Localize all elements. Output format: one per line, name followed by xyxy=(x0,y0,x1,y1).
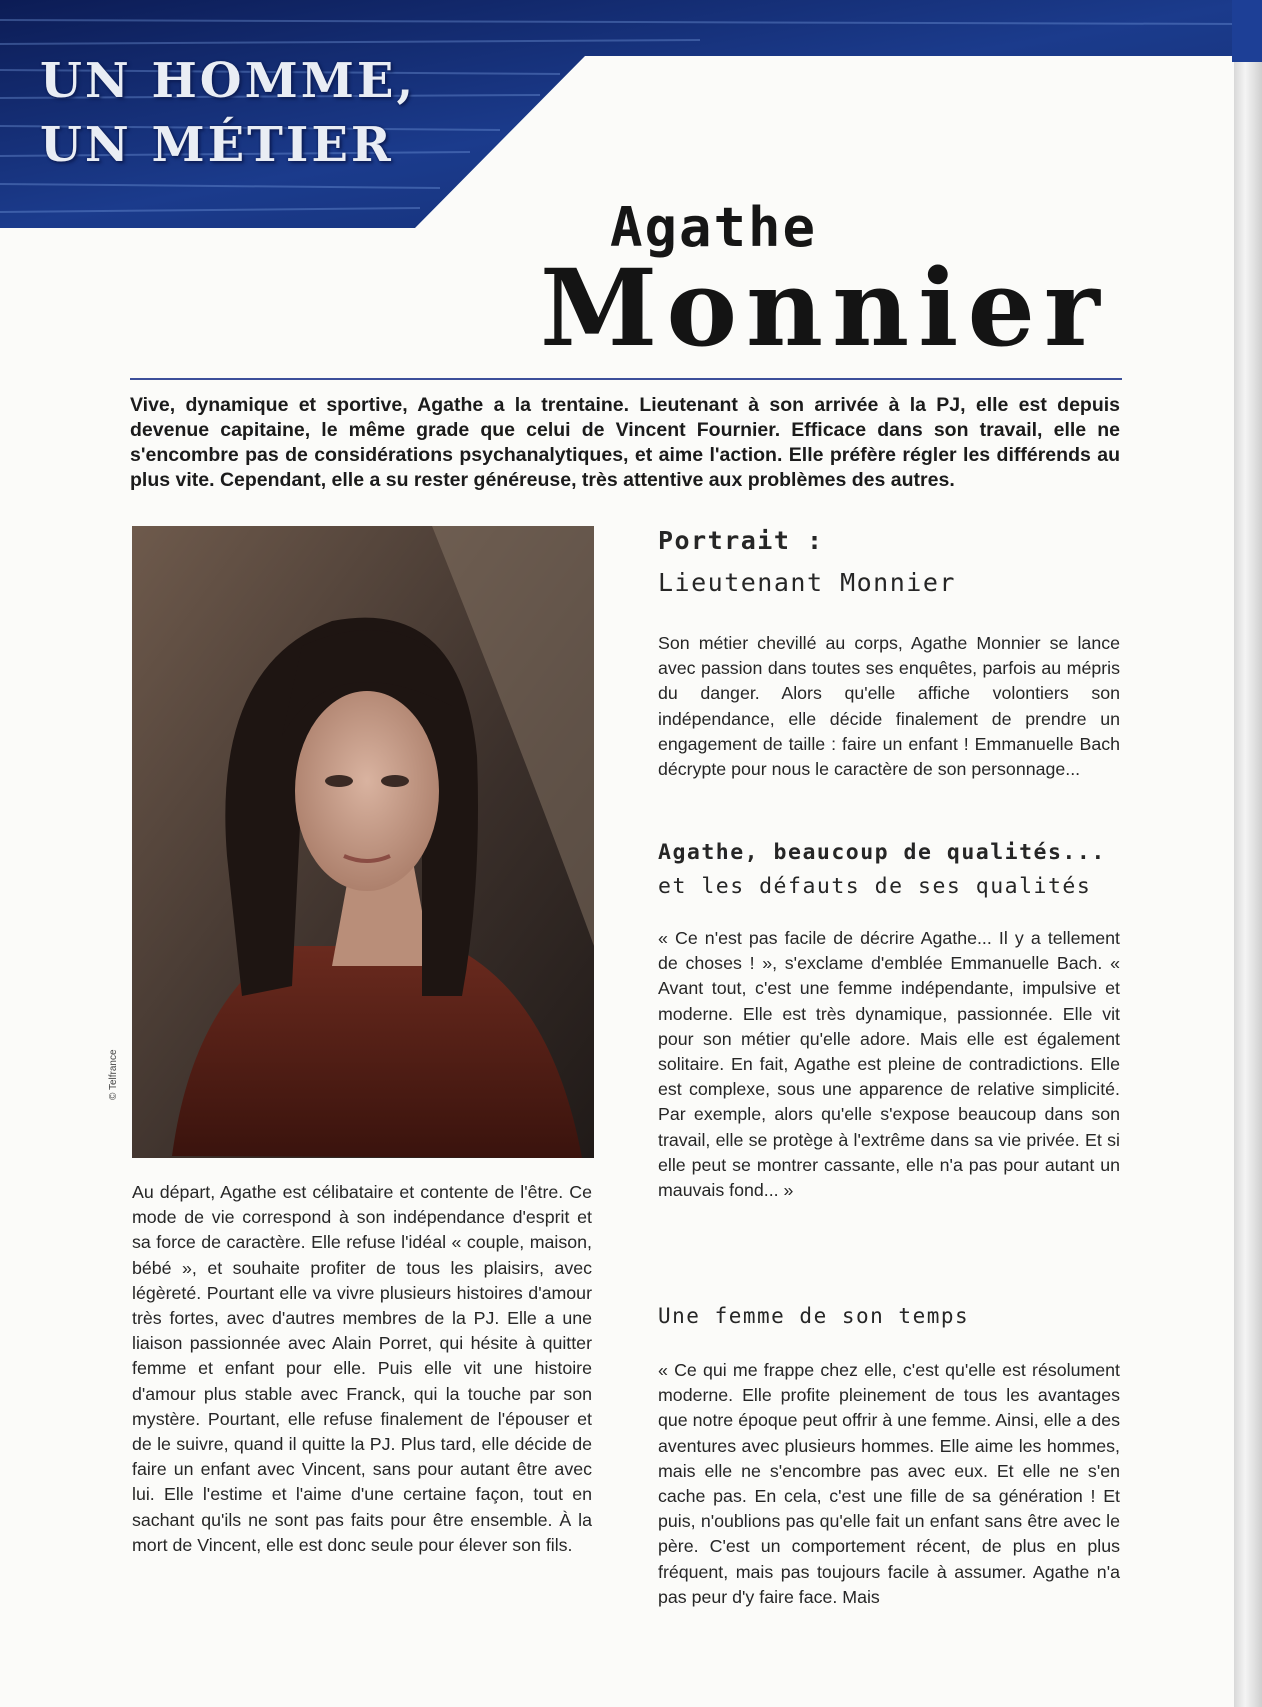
portrait-paragraph: Son métier chevillé au corps, Agathe Monnier se lance avec passion dans toutes ses enquêtes, parfois au mépris du danger. Alors qu'elle affiche volontiers son indépendance, elle décide finalement de prendre un engagement de taille : faire un enfant ! Emmanuelle Bach décrypte pour nous le caractère de son personnage... xyxy=(658,633,1120,780)
spine-blue-tab xyxy=(1232,0,1262,62)
section-title-line2: UN MÉTIER xyxy=(40,116,394,173)
heading-portrait-subtitle: Lieutenant Monnier xyxy=(658,568,956,597)
heading-qualities: Agathe, beaucoup de qualités... xyxy=(658,840,1106,865)
character-first-name: Agathe xyxy=(610,196,818,259)
section-title xyxy=(40,50,416,178)
portrait-photo xyxy=(132,526,594,1158)
heading-qualities-line2: et les défauts de ses qualités xyxy=(658,874,1092,899)
title-divider xyxy=(130,378,1122,380)
character-last-name: Monnier xyxy=(540,245,1109,370)
heading-portrait: Portrait : xyxy=(658,526,824,555)
femme-paragraph: « Ce qui me frappe chez elle, c'est qu'elle est résolument moderne. Elle profite pleinement de tous les avantages que notre époque peut offrir à une femme. Ainsi, elle a des aventures avec plusieurs hommes. Elle aime les hommes, mais elle ne s'encombre pas avec eux. Et elle ne s'en cache pas. En cela, c'est une fille de sa génération ! Et puis, n'oublions pas qu'elle fait un enfant sans être avec le père. C'est un comportement récent, de plus en plus fréquent, mais pas toujours facile à assumer. Agathe n'a pas peur d'y faire face. Mais xyxy=(658,1360,1120,1607)
page-spine-shadow xyxy=(1234,0,1262,1707)
left-column-body: Au départ, Agathe est célibataire et contente de l'être. Ce mode de vie correspond à son indépendance d'esprit et sa force de caractère. Elle refuse l'idéal « couple, maison, bébé », et souhaite profiter de tous les plaisirs, avec légèreté. Pourtant elle va vivre plusieurs histoires d'amour très fortes, avec d'autres membres de la PJ. Elle a une liaison passionnée avec Alain Porret, qui hésite à quitter femme et enfant pour elle. Puis elle vit une histoire d'amour plus stable avec Franck, qui la touche par son mystère. Pourtant, elle refuse finalement de l'épouser et de le suivre, quand il quitte la PJ. Plus tard, elle décide de faire un enfant avec Vincent, sans pour autant être avec lui. Elle l'estime et l'aime d'une certaine façon, tout en sachant qu'ils ne sont pas faits pour être ensemble. À la mort de Vincent, elle est donc seule pour élever son fils. xyxy=(132,1182,592,1555)
section-title-line1: UN HOMME, xyxy=(40,53,417,109)
photo-credit: © Telfrance xyxy=(108,1049,119,1100)
heading-femme-de-son-temps: Une femme de son temps xyxy=(658,1304,970,1328)
qualities-paragraph: « Ce n'est pas facile de décrire Agathe... Il y a tellement de choses ! », s'exclame d'emblée Emmanuelle Bach. « Avant tout, c'est une femme indépendante, impulsive et moderne. Elle est très dynamique, passionnée. Elle vit pour son métier qu'elle adore. Mais elle est également solitaire. En fait, Agathe est pleine de contradictions. Elle est complexe, sous une apparence de relative simplicité. Par exemple, alors qu'elle s'expose beaucoup dans son travail, elle se protège à l'extrême dans sa vie privée. Et si elle peut se montrer cassante, elle n'a pas pour autant un mauvais fond... » xyxy=(658,928,1120,1201)
intro-paragraph: Vive, dynamique et sportive, Agathe a la trentaine. Lieutenant à son arrivée à la PJ, elle est depuis devenue capitaine, le même grade que celui de Vincent Fournier. Efficace dans son travail, elle ne s'encombre pas de considérations psychanalytiques, et aime l'action. Elle préfère régler les différends au plus vite. Cependant, elle a su rester généreuse, très attentive aux problèmes des autres. xyxy=(130,394,1120,491)
